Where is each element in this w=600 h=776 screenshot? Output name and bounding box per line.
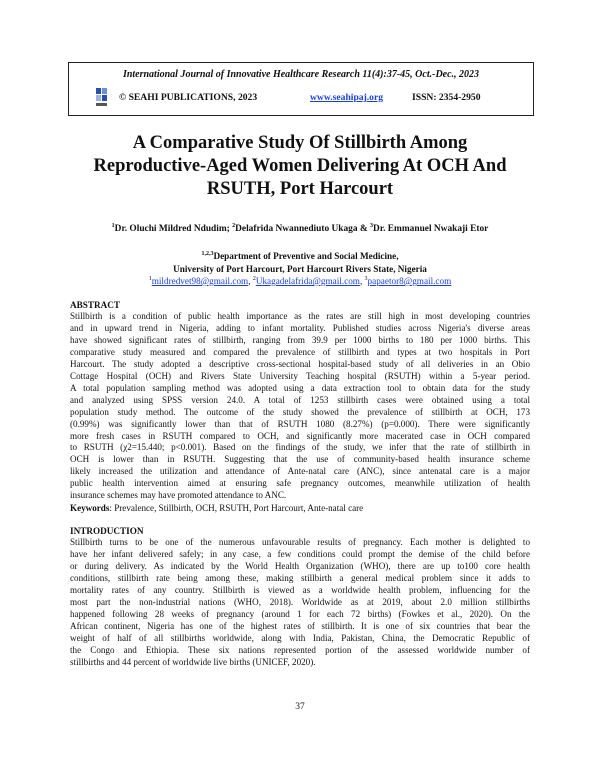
email-superscript: 3 <box>364 275 368 282</box>
paragraph-line: Stillbirth is a condition of public health importance as the rates are still high in most developing countries <box>70 311 530 321</box>
paragraph-line: comparative study measured and compared the prevalence of stillbirth and types at two hospitals in Port <box>70 346 530 357</box>
keywords-line <box>70 503 530 515</box>
journal-website-link[interactable]: www.seahipaj.org <box>310 92 384 103</box>
abstract-body <box>70 311 530 502</box>
affiliation-department: Department of Preventive and Social Medicine, <box>213 251 399 261</box>
title-line: A Comparative Study Of Stillbirth Among <box>132 133 468 153</box>
paragraph-line: to RSUTH (χ2=15.440; p<0.001). Based on the findings of the study, we infer that the rate of stillbirth in <box>70 442 530 453</box>
introduction-heading: INTRODUCTION <box>70 526 144 536</box>
paragraph-line: the Congo and Ethiopia. These six nations represented portion of the assessed worldwide number of <box>70 644 530 655</box>
paragraph-line: mortality rates of any country. Stillbirth is viewed as a worldwide health problem, influencing for the <box>70 584 530 595</box>
paragraph-line: insurance schemes may have promoted attendance to ANC. <box>70 490 287 501</box>
paragraph-line: public health intervention aimed at ensuring safe pregnancy outcomes, meanwhile utilization of health <box>70 478 530 489</box>
author-name: Dr. Emmanuel Nwakaji Etor <box>373 224 489 234</box>
paragraph-line: happened following 28 weeks of pregnancy (around 1 for each 72 births) (Fowkes et al., 2020). On the <box>70 608 530 619</box>
paragraph-line: African continent, Nigeria has one of the highest rates of stillbirth. It is one of six countries that bear the <box>70 620 530 631</box>
paragraph-line: and in upward trend in Nigeria, adding to infant mortality. Published studies across Nigeria's diverse areas <box>70 322 530 333</box>
journal-header <box>68 62 534 116</box>
paragraph-line: population study method. The outcome of the study showed the prevalence of stillbirth at OCH, 173 <box>70 406 530 417</box>
email-superscript: 2 <box>252 275 256 282</box>
paragraph-line: more fresh cases in RSUTH compared to OCH, and significantly more macerated case in OCH compared <box>70 430 530 441</box>
paragraph-line: OCH is lower than in RSUTH. Suggesting that the use of community-based health insurance scheme <box>70 454 530 465</box>
abstract-heading: ABSTRACT <box>70 300 121 310</box>
paragraph-line: and analyzed using SPSS version 24.0. A total of 1253 stillbirth cases were obtained using a total <box>70 394 530 405</box>
email-link[interactable]: Ukagadelafrida@gmail.com <box>255 276 360 286</box>
paragraph-line: Harcourt. The study adopted a descriptive cross-sectional hospital-based study of all deliveries in an Obio <box>70 358 530 369</box>
affiliation-superscript: 1,2,3 <box>201 250 214 257</box>
paragraph-line: have her infant delivered safely; in any case, a few conditions could prompt the demise of the child before <box>70 548 530 559</box>
paragraph-line: have showed significant rates of stillbirth, ranging from 39.9 per 1000 births to 180 per 1000 births. This <box>70 334 530 345</box>
email-link[interactable]: papaetor8@gmail.com <box>367 276 452 286</box>
email-superscript: 1 <box>148 275 152 282</box>
author-name: Delafrida Nwannediuto Ukaga & <box>235 224 371 234</box>
paragraph-line: likely increased the utilization and attendance of Ante-natal care (ANC), since antenatal care is a major <box>70 466 530 477</box>
author-name: Dr. Oluchi Mildred Ndudim; <box>114 224 233 234</box>
paragraph-line: or during delivery. As indicated by the World Health Organization (WHO), there are up to100 core health <box>70 560 530 571</box>
keywords-text: : Prevalence, Stillbirth, OCH, RSUTH, Port Harcourt, Ante-natal care <box>109 503 364 513</box>
paragraph-line: A total population sampling method was adopted using a data extraction tool to obtain data for the study <box>70 382 530 393</box>
author-superscript: 1 <box>111 222 115 229</box>
title-line: Reproductive-Aged Women Delivering At OCH And <box>93 156 507 176</box>
paragraph-line: stillbirths and 44 percent of worldwide live births (UNICEF, 2020). <box>70 656 316 667</box>
paragraph-line: Cottage Hospital (OCH) and Rivers State University Teaching hospital (RSUTH) within a 5-year period. <box>70 370 530 381</box>
paragraph-line: conditions, stillbirth rate being among these, making stillbirth a general medical problem since it adds to <box>70 572 530 583</box>
introduction-body <box>70 537 530 668</box>
affiliation-university: University of Port Harcourt, Port Harcourt Rivers State, Nigeria <box>173 263 427 274</box>
seahi-logo-icon <box>95 86 109 108</box>
author-superscript: 3 <box>370 222 374 229</box>
affiliation <box>50 250 550 275</box>
publisher-name: © SEAHI PUBLICATIONS, 2023 <box>119 92 258 103</box>
author-emails: $^1$mildredvet98@gmail.com, $^2$Ukagadelafrida@gmail.com, $^3$papaetor8@gmail.com <box>148 275 452 286</box>
publisher-row <box>69 90 533 106</box>
journal-citation: International Journal of Innovative Healthcare Research 11(4):37-45, Oct.-Dec., 2023 <box>122 69 480 80</box>
paragraph-line: Stillbirth turns to be one of the numerous unfavourable results of pregnancy. Each mother is delighted to <box>70 537 530 547</box>
paragraph-line: (0.99%) was significantly lower than that of RSUTH 1080 (8.27%) (p=0.000). There were significantly <box>70 418 530 429</box>
email-link[interactable]: mildredvet98@gmail.com <box>151 276 249 286</box>
paragraph-line: most part the non-industrial nations (WHO, 2018). Worldwide as at 2019, about 2.0 million stillbirths <box>70 596 530 607</box>
author-list <box>50 224 550 234</box>
author-superscript: 2 <box>232 222 236 229</box>
title-line: RSUTH, Port Harcourt <box>206 179 394 199</box>
keywords-label: Keywords <box>70 503 110 513</box>
issn-label: ISSN: 2354-2950 <box>412 92 481 103</box>
paper-title <box>60 132 540 201</box>
page-number: 37 <box>295 702 305 712</box>
paragraph-line: weight of half of all stillbirths worldwide, along with India, Pakistan, China, the Democratic Republic of <box>70 632 530 643</box>
